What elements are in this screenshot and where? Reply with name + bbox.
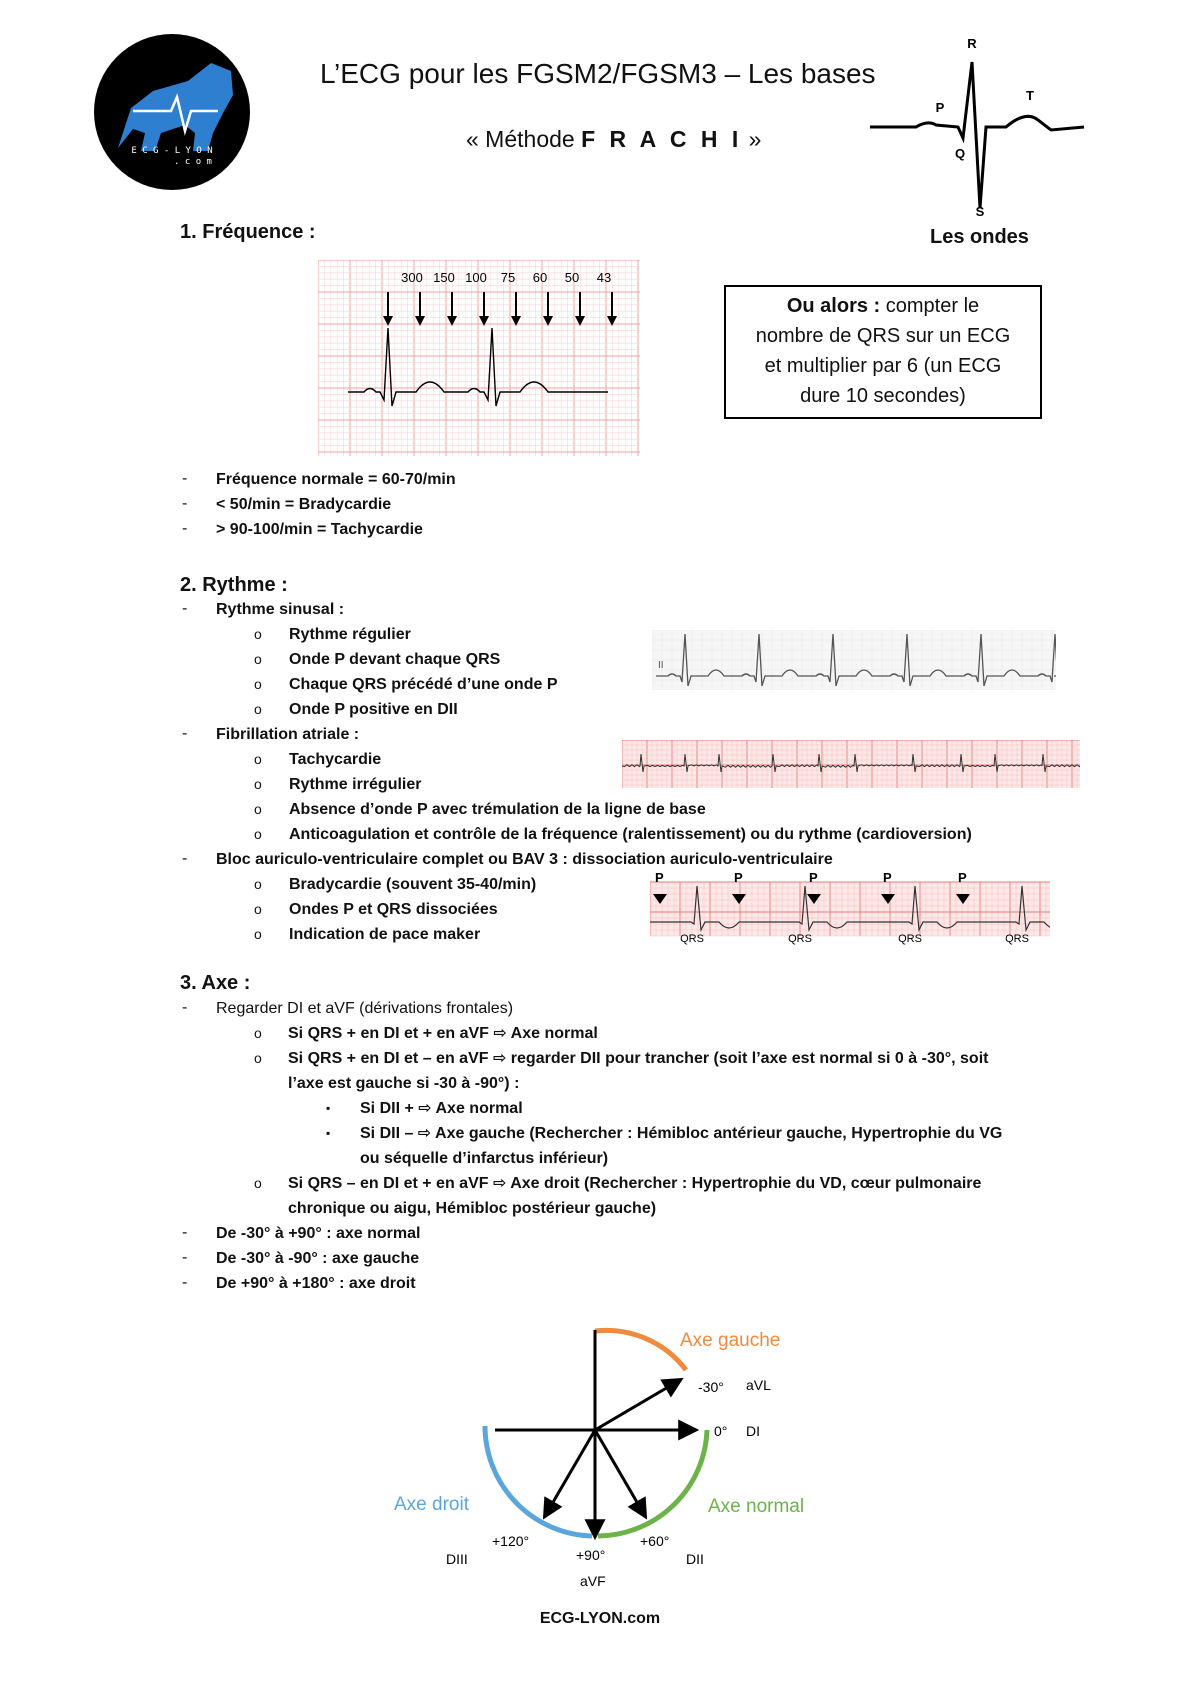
ecg-lyon-logo: [93, 33, 251, 191]
sinus-rhythm-strip: [652, 630, 1056, 690]
tip-box: [724, 285, 1042, 419]
subtitle-bold: F R A C H I: [581, 126, 743, 152]
subtitle-prefix: « Méthode: [466, 126, 582, 152]
tip-bold: Ou alors :: [786, 295, 881, 317]
footer-site: ECG-LYON.com: [539, 1610, 661, 1627]
bullet-dash: -: [182, 1249, 188, 1266]
tip-line-1-rest: compter le: [880, 295, 980, 317]
axis-line-avl: [595, 1380, 680, 1430]
waves-caption: Les ondes: [930, 226, 1029, 248]
axis-subcase: Si DII – ⇨ Axe gauche (Rechercher : Hémibloc antérieur gauche, Hypertrophie du VG: [360, 1125, 1003, 1142]
bullet-circle: o: [254, 826, 262, 842]
subtitle-suffix: »: [742, 126, 762, 152]
qrs-label: QRS: [898, 933, 922, 945]
axis-range: De -30° à -90° : axe gauche: [216, 1250, 420, 1267]
wave-label-r: R: [967, 36, 977, 51]
ruler-label: 60: [532, 270, 548, 285]
label-avl: aVL: [746, 1377, 771, 1393]
bullet-circle: o: [254, 876, 262, 892]
bullet-circle: o: [254, 926, 262, 942]
pqrst-diagram: [866, 30, 1088, 216]
section-heading-axe: 3. Axe :: [180, 972, 251, 994]
bullet-circle: o: [254, 676, 262, 692]
ruler-arrows: [383, 292, 617, 326]
ruler-label: 300: [401, 270, 423, 285]
wave-label-t: T: [1026, 88, 1034, 103]
logo-text: E C G - L Y O N: [131, 146, 213, 156]
bullet-dash: -: [182, 495, 188, 512]
frequency-item: Fréquence normale = 60-70/min: [216, 471, 456, 488]
axis-subcase: Si DII + ⇨ Axe normal: [360, 1100, 523, 1117]
frequency-item: < 50/min = Bradycardie: [216, 496, 392, 513]
af-item: Anticoagulation et contrôle de la fréquence (ralentissement) ou du rythme (cardioversion): [289, 826, 972, 843]
af-item: Tachycardie: [289, 751, 382, 768]
axis-range: De +90° à +180° : axe droit: [216, 1275, 416, 1292]
arc-axe-gauche: [595, 1330, 686, 1370]
bav-item: Bradycardie (souvent 35-40/min): [289, 876, 537, 893]
bullet-circle: o: [254, 776, 262, 792]
label-m30: -30°: [698, 1379, 724, 1395]
bav-item: Ondes P et QRS dissociées: [289, 901, 498, 918]
frequency-item: > 90-100/min = Tachycardie: [216, 521, 423, 538]
arc-axe-droit: [485, 1426, 592, 1536]
label-dii: DII: [686, 1551, 704, 1567]
bullet-dash: -: [182, 999, 188, 1016]
sinus-item: Onde P devant chaque QRS: [289, 651, 501, 668]
axis-line-diii: [545, 1430, 595, 1516]
af-item: Rythme irrégulier: [289, 776, 422, 793]
label-di: DI: [746, 1423, 760, 1439]
sinus-item: Onde P positive en DII: [289, 701, 458, 718]
label-diii: DIII: [446, 1551, 468, 1567]
bav-title: Bloc auriculo-ventriculaire complet ou BAV 3 : dissociation auriculo-ventriculaire: [216, 851, 833, 868]
bullet-circle: o: [254, 751, 262, 767]
frequency-ruler-ecg: [318, 260, 640, 456]
label-axe-droit: Axe droit: [394, 1494, 469, 1515]
bullet-circle: o: [254, 801, 262, 817]
p-label: P: [655, 872, 664, 885]
wave-label-q: Q: [954, 146, 966, 161]
bullet-circle: o: [254, 701, 262, 717]
ruler-label: 75: [500, 270, 516, 285]
axis-case: Si QRS – en DI et + en aVF ⇨ Axe droit (Rechercher : Hypertrophie du VD, cœur pulmonaire: [288, 1175, 982, 1192]
label-avf: aVF: [580, 1573, 606, 1589]
wave-label-s: S: [975, 204, 985, 216]
label-p60: +60°: [640, 1533, 670, 1549]
tip-line-2: nombre de QRS sur un ECG: [755, 325, 1011, 347]
lead-label: II: [658, 660, 664, 671]
ruler-label: 50: [564, 270, 580, 285]
axis-range: De -30° à +90° : axe normal: [216, 1225, 421, 1242]
bullet-circle: o: [254, 626, 262, 642]
p-label: P: [883, 872, 892, 885]
bav3-strip: [650, 872, 1050, 946]
tip-line-4: dure 10 secondes): [800, 385, 966, 407]
af-strip: [622, 740, 1080, 788]
bullet-circle: o: [254, 1025, 262, 1041]
ruler-label: 43: [596, 270, 612, 285]
ecg-grid: [318, 260, 640, 456]
section-heading-frequence: 1. Fréquence :: [180, 221, 316, 243]
axis-case: Si QRS + en DI et + en aVF ⇨ Axe normal: [288, 1025, 598, 1042]
page-subtitle: [466, 126, 761, 153]
tip-line-1: [726, 291, 1040, 321]
label-p90: +90°: [576, 1547, 606, 1563]
arc-axe-normal: [598, 1430, 707, 1536]
p-label: P: [958, 872, 967, 885]
axis-diagram: [380, 1318, 840, 1608]
label-axe-normal: Axe normal: [708, 1496, 805, 1517]
af-item: Absence d’onde P avec trémulation de la ligne de base: [289, 801, 706, 818]
bullet-dash: -: [182, 850, 188, 867]
axis-case: Si QRS + en DI et – en aVF ⇨ regarder DII pour trancher (soit l’axe est normal si 0 à -30°, soit: [288, 1050, 989, 1067]
pqrst-waveform: [870, 62, 1084, 208]
bullet-square: ▪: [326, 1101, 331, 1115]
sinus-item: Rythme régulier: [289, 626, 411, 643]
logo-text-com: . c o m: [174, 157, 212, 167]
section-heading-rythme: 2. Rythme :: [180, 574, 288, 596]
qrs-label: QRS: [788, 933, 812, 945]
bullet-square: ▪: [326, 1126, 331, 1140]
ruler-labels: [401, 270, 611, 285]
bullet-dash: -: [182, 1224, 188, 1241]
axis-case-cont: l’axe est gauche si -30 à -90°) :: [288, 1075, 520, 1092]
ruler-label: 150: [433, 270, 455, 285]
bullet-dash: -: [182, 725, 188, 742]
bullet-circle: o: [254, 1175, 262, 1191]
p-label: P: [734, 872, 743, 885]
axis-case-cont: chronique ou aigu, Hémibloc postérieur gauche): [288, 1200, 657, 1217]
bullet-circle: o: [254, 651, 262, 667]
bullet-dash: -: [182, 520, 188, 537]
bullet-dash: -: [182, 600, 188, 617]
axis-subcase-cont: ou séquelle d’infarctus inférieur): [360, 1150, 609, 1167]
af-title: Fibrillation atriale :: [216, 726, 360, 743]
bullet-dash: -: [182, 470, 188, 487]
bullet-dash: -: [182, 1274, 188, 1291]
label-axe-gauche: Axe gauche: [680, 1330, 781, 1351]
axis-intro: Regarder DI et aVF (dérivations frontales): [216, 1000, 514, 1017]
label-p120: +120°: [492, 1533, 530, 1549]
bav-item: Indication de pace maker: [289, 926, 481, 943]
qrs-label: QRS: [680, 933, 704, 945]
sinus-item: Chaque QRS précédé d’une onde P: [289, 676, 558, 693]
bullet-circle: o: [254, 901, 262, 917]
p-label: P: [809, 872, 818, 885]
wave-label-p: P: [935, 100, 945, 115]
tip-line-3: et multiplier par 6 (un ECG: [764, 355, 1002, 377]
axis-line-dii: [595, 1430, 645, 1516]
bullet-circle: o: [254, 1050, 262, 1066]
page-title: L’ECG pour les FGSM2/FGSM3 – Les bases: [320, 58, 876, 89]
label-zero: 0°: [714, 1423, 728, 1439]
qrs-label: QRS: [1005, 933, 1029, 945]
ruler-label: 100: [465, 270, 487, 285]
sinus-title: Rythme sinusal :: [216, 601, 345, 618]
